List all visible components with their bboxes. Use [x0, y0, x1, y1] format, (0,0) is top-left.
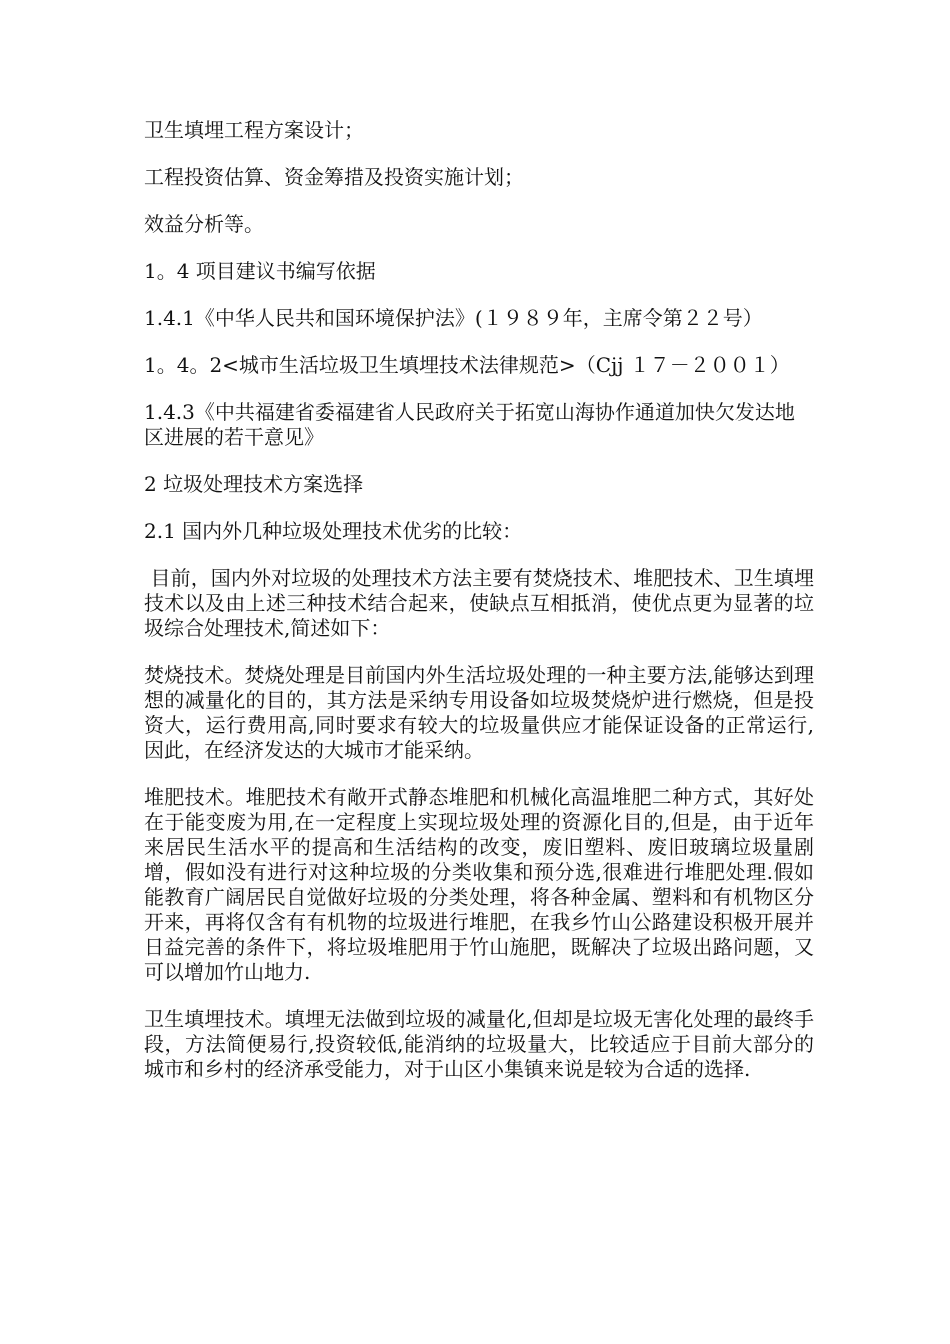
paragraph-design: 卫生填埋工程方案设计；	[144, 118, 364, 142]
section-heading-2: 2 垃圾处理技术方案选择	[144, 472, 364, 496]
paragraph-composting: 堆肥技术。堆肥技术有敞开式静态堆肥和机械化高温堆肥二种方式，其好处在于能变废为用,在一定程度上实现垃圾处理的资源化目的,但是，由于近年来居民生活水平的提高和生活结构的改变，废旧塑料、废旧玻璃垃圾量剧增，假如没有进行对这种垃圾的分类收集和预分选,很难进行堆肥处理.假如能教育广阔居民自觉做好垃圾的分类处理，将各种金属、塑料和有机物区分开来，再将仅含有有机物的垃圾进行堆肥，在我乡竹山公路建设积极开展并日益完善的条件下，将垃圾堆肥用于竹山施肥，既解决了垃圾出路问题，又可以增加竹山地力.	[144, 785, 814, 984]
paragraph-benefit: 效益分析等。	[144, 212, 264, 236]
reference-1-4-1: 1.4.1《中华人民共和国环境保护法》(１９８９年，主席令第２２号）	[144, 306, 763, 330]
paragraph-overview: 目前，国内外对垃圾的处理技术方法主要有焚烧技术、堆肥技术、卫生填埋技术以及由上述三种技术结合起来，使缺点互相抵消，使优点更为显著的垃圾综合处理技术,简述如下：	[144, 566, 814, 640]
document-page	[144, 118, 814, 1104]
reference-1-4-2: 1。4。2<城市生活垃圾卫生填埋技术法律规范>（Cjj １７－２００１）	[144, 353, 790, 377]
reference-1-4-3: 1.4.3《中共福建省委福建省人民政府关于拓宽山海协作通道加快欠发达地区进展的若干意见》	[144, 400, 795, 449]
paragraph-incineration: 焚烧技术。焚烧处理是目前国内外生活垃圾处理的一种主要方法,能够达到理想的减量化的目的，其方法是采纳专用设备如垃圾焚烧炉进行燃烧，但是投资大，运行费用高,同时要求有较大的垃圾量供应才能保证设备的正常运行,因此，在经济发达的大城市才能采纳。	[144, 663, 814, 762]
paragraph-landfill: 卫生填埋技术。填埋无法做到垃圾的减量化,但却是垃圾无害化处理的最终手段，方法简便易行,投资较低,能消纳的垃圾量大，比较适应于目前大部分的城市和乡村的经济承受能力，对于山区小集镇来说是较为合适的选择.	[144, 1007, 814, 1081]
paragraph-investment: 工程投资估算、资金筹措及投资实施计划；	[144, 165, 524, 189]
section-heading-1-4: 1。4 项目建议书编写依据	[144, 259, 376, 283]
section-heading-2-1: 2.1 国内外几种垃圾处理技术优劣的比较：	[144, 519, 523, 543]
